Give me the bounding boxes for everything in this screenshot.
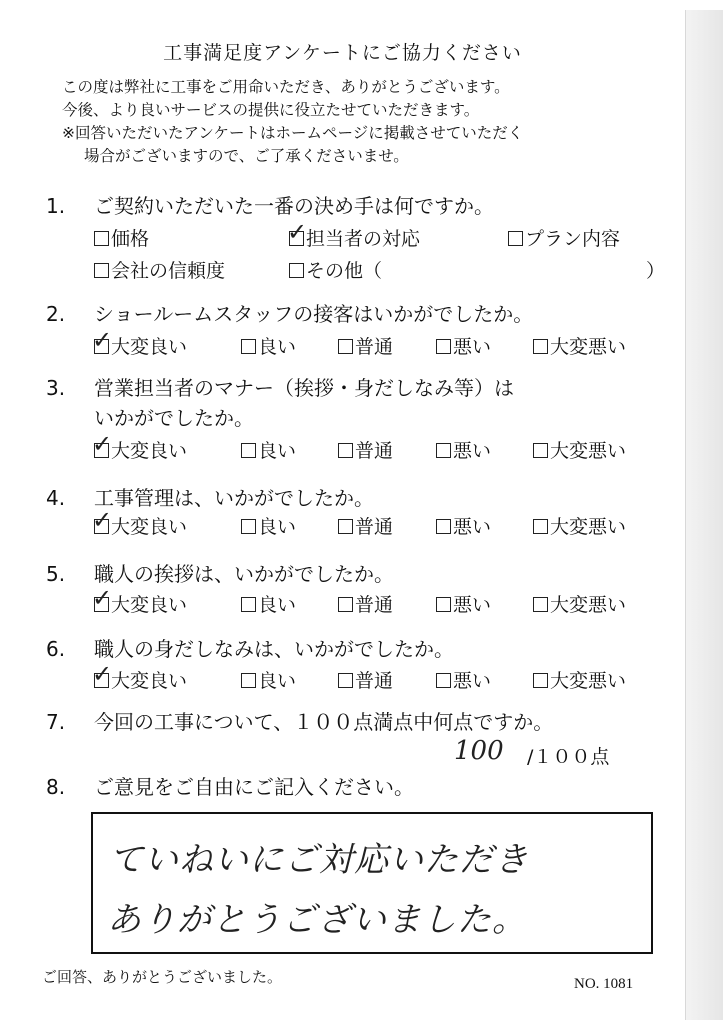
rating-good[interactable] bbox=[241, 436, 296, 463]
rating-bad[interactable] bbox=[436, 512, 491, 539]
intro-line: 場合がございますので、ご了承くださいませ。 bbox=[84, 147, 409, 165]
checkbox[interactable] bbox=[338, 339, 353, 354]
rating-good[interactable] bbox=[241, 512, 296, 539]
checkbox[interactable] bbox=[533, 443, 548, 458]
serial-number: NO. 1081 bbox=[574, 976, 634, 992]
checkbox[interactable] bbox=[338, 519, 353, 534]
checkbox[interactable] bbox=[241, 519, 256, 534]
rating-average[interactable] bbox=[338, 332, 393, 359]
checkbox-checked[interactable] bbox=[92, 326, 113, 354]
rating-bad[interactable] bbox=[436, 666, 491, 693]
question-3-text-cont: いかがでしたか。 bbox=[94, 406, 254, 430]
option-staff-response[interactable] bbox=[287, 218, 421, 251]
rating-good[interactable] bbox=[241, 666, 296, 693]
checkbox-checked[interactable] bbox=[287, 218, 308, 246]
checkbox[interactable] bbox=[241, 597, 256, 612]
question-6 bbox=[46, 633, 454, 662]
option-label: 大変良い bbox=[111, 440, 188, 462]
question-7 bbox=[46, 706, 553, 735]
question-text: 工事管理は、いかがでしたか。 bbox=[94, 486, 374, 510]
rating-average[interactable] bbox=[338, 436, 393, 463]
checkbox[interactable] bbox=[436, 443, 451, 458]
rating-very-bad[interactable] bbox=[533, 666, 626, 693]
check-mark-icon: ✓ bbox=[92, 660, 113, 688]
option-other[interactable] bbox=[289, 256, 382, 283]
option-label: 普通 bbox=[355, 670, 394, 692]
checkbox[interactable] bbox=[94, 231, 109, 246]
question-1 bbox=[46, 190, 494, 219]
question-number: 7. bbox=[46, 710, 66, 734]
checkbox[interactable] bbox=[94, 263, 109, 278]
checkbox[interactable] bbox=[533, 597, 548, 612]
question-number: 2. bbox=[46, 302, 66, 326]
question-text: 職人の挨拶は、いかがでしたか。 bbox=[94, 562, 394, 586]
question-number: 3. bbox=[46, 376, 66, 400]
option-price[interactable] bbox=[94, 224, 149, 251]
option-label: 悪い bbox=[453, 440, 492, 462]
checkbox-checked[interactable] bbox=[92, 584, 113, 612]
checkbox[interactable] bbox=[241, 443, 256, 458]
intro-line: この度は弊社に工事をご用命いただき、ありがとうございます。 bbox=[62, 78, 510, 96]
question-number: 1. bbox=[46, 194, 66, 218]
question-3 bbox=[46, 372, 514, 401]
question-8 bbox=[46, 771, 414, 800]
check-mark-icon: ✓ bbox=[92, 326, 113, 354]
checkbox[interactable] bbox=[533, 339, 548, 354]
option-label: 大変悪い bbox=[550, 440, 627, 462]
question-2 bbox=[46, 298, 533, 327]
option-label: 悪い bbox=[453, 516, 492, 538]
rating-bad[interactable] bbox=[436, 332, 491, 359]
checkbox-checked[interactable] bbox=[92, 660, 113, 688]
option-trust[interactable] bbox=[94, 256, 225, 283]
option-label: 大変悪い bbox=[550, 336, 627, 358]
page-title: 工事満足度アンケートにご協力ください bbox=[163, 42, 522, 64]
question-text: 営業担当者のマナー（挨拶・身だしなみ等）は bbox=[94, 376, 514, 400]
checkbox[interactable] bbox=[508, 231, 523, 246]
rating-bad[interactable] bbox=[436, 590, 491, 617]
checkbox[interactable] bbox=[436, 673, 451, 688]
rating-very-good[interactable] bbox=[92, 326, 188, 359]
checkbox[interactable] bbox=[436, 519, 451, 534]
rating-very-good[interactable] bbox=[92, 506, 188, 539]
option-label: 大変悪い bbox=[550, 594, 627, 616]
rating-very-good[interactable] bbox=[92, 430, 188, 463]
option-label: 大変悪い bbox=[550, 670, 627, 692]
question-text: 今回の工事について、１００点満点中何点ですか。 bbox=[94, 710, 554, 734]
option-label: 大変良い bbox=[111, 516, 188, 538]
option-label: 普通 bbox=[355, 336, 394, 358]
rating-good[interactable] bbox=[241, 590, 296, 617]
checkbox[interactable] bbox=[338, 597, 353, 612]
rating-very-bad[interactable] bbox=[533, 436, 626, 463]
option-label: 良い bbox=[258, 516, 297, 538]
intro-text bbox=[62, 76, 523, 168]
option-label: その他（ bbox=[306, 260, 383, 282]
option-label: 良い bbox=[258, 670, 297, 692]
option-label: 良い bbox=[258, 440, 297, 462]
check-mark-icon: ✓ bbox=[92, 584, 113, 612]
rating-bad[interactable] bbox=[436, 436, 491, 463]
checkbox[interactable] bbox=[436, 339, 451, 354]
question-text: 職人の身だしなみは、いかがでしたか。 bbox=[94, 637, 454, 661]
checkbox[interactable] bbox=[436, 597, 451, 612]
option-label: 普通 bbox=[355, 440, 394, 462]
option-label: 悪い bbox=[453, 670, 492, 692]
checkbox-checked[interactable] bbox=[92, 430, 113, 458]
option-label: 良い bbox=[258, 594, 297, 616]
question-number: 4. bbox=[46, 486, 66, 510]
check-mark-icon: ✓ bbox=[287, 218, 308, 246]
scan-edge bbox=[685, 10, 723, 1020]
checkbox[interactable] bbox=[338, 443, 353, 458]
question-number: 8. bbox=[46, 775, 66, 799]
option-label: 大変良い bbox=[111, 594, 188, 616]
option-plan[interactable] bbox=[508, 224, 620, 251]
option-label: 会社の信頼度 bbox=[111, 260, 226, 282]
option-label: プラン内容 bbox=[525, 228, 621, 250]
rating-very-bad[interactable] bbox=[533, 332, 626, 359]
option-label: 大変良い bbox=[111, 670, 188, 692]
option-label: 良い bbox=[258, 336, 297, 358]
rating-average[interactable] bbox=[338, 666, 393, 693]
question-number: 5. bbox=[46, 562, 66, 586]
option-label: 大変悪い bbox=[550, 516, 627, 538]
option-label: 大変良い bbox=[111, 336, 188, 358]
checkbox[interactable] bbox=[533, 673, 548, 688]
score-suffix: /１００点 bbox=[527, 746, 610, 768]
rating-average[interactable] bbox=[338, 590, 393, 617]
option-other-close: ） bbox=[646, 260, 666, 282]
checkbox-checked[interactable] bbox=[92, 506, 113, 534]
rating-very-bad[interactable] bbox=[533, 512, 626, 539]
rating-average[interactable] bbox=[338, 512, 393, 539]
option-label: 普通 bbox=[355, 516, 394, 538]
question-text: ご契約いただいた一番の決め手は何ですか。 bbox=[94, 194, 494, 218]
option-label: 価格 bbox=[111, 228, 150, 250]
rating-very-good[interactable] bbox=[92, 584, 188, 617]
option-label: 悪い bbox=[453, 336, 492, 358]
comment-box[interactable] bbox=[91, 812, 653, 954]
checkbox[interactable] bbox=[533, 519, 548, 534]
rating-very-bad[interactable] bbox=[533, 590, 626, 617]
question-text: ご意見をご自由にご記入ください。 bbox=[94, 775, 414, 799]
check-mark-icon: ✓ bbox=[92, 430, 113, 458]
question-text: ショールームスタッフの接客はいかがでしたか。 bbox=[94, 302, 534, 326]
score-handwritten[interactable]: 100 bbox=[454, 736, 504, 766]
checkbox[interactable] bbox=[338, 673, 353, 688]
checkbox[interactable] bbox=[241, 673, 256, 688]
question-5 bbox=[46, 558, 394, 587]
option-label: 担当者の対応 bbox=[306, 228, 421, 250]
checkbox[interactable] bbox=[241, 339, 256, 354]
option-label: 普通 bbox=[355, 594, 394, 616]
check-mark-icon: ✓ bbox=[92, 506, 113, 534]
intro-line: 今後、より良いサービスの提供に役立たせていただきます。 bbox=[62, 101, 480, 119]
comment-line: ありがとうございました。 bbox=[107, 900, 527, 940]
rating-very-good[interactable] bbox=[92, 660, 188, 693]
question-number: 6. bbox=[46, 637, 66, 661]
checkbox[interactable] bbox=[289, 263, 304, 278]
footer-thanks: ご回答、ありがとうございました。 bbox=[42, 968, 283, 986]
option-label: 悪い bbox=[453, 594, 492, 616]
rating-good[interactable] bbox=[241, 332, 296, 359]
intro-line: ※回答いただいたアンケートはホームページに掲載させていただく bbox=[62, 124, 524, 142]
comment-line: ていねいにご対応いただき bbox=[109, 840, 529, 880]
